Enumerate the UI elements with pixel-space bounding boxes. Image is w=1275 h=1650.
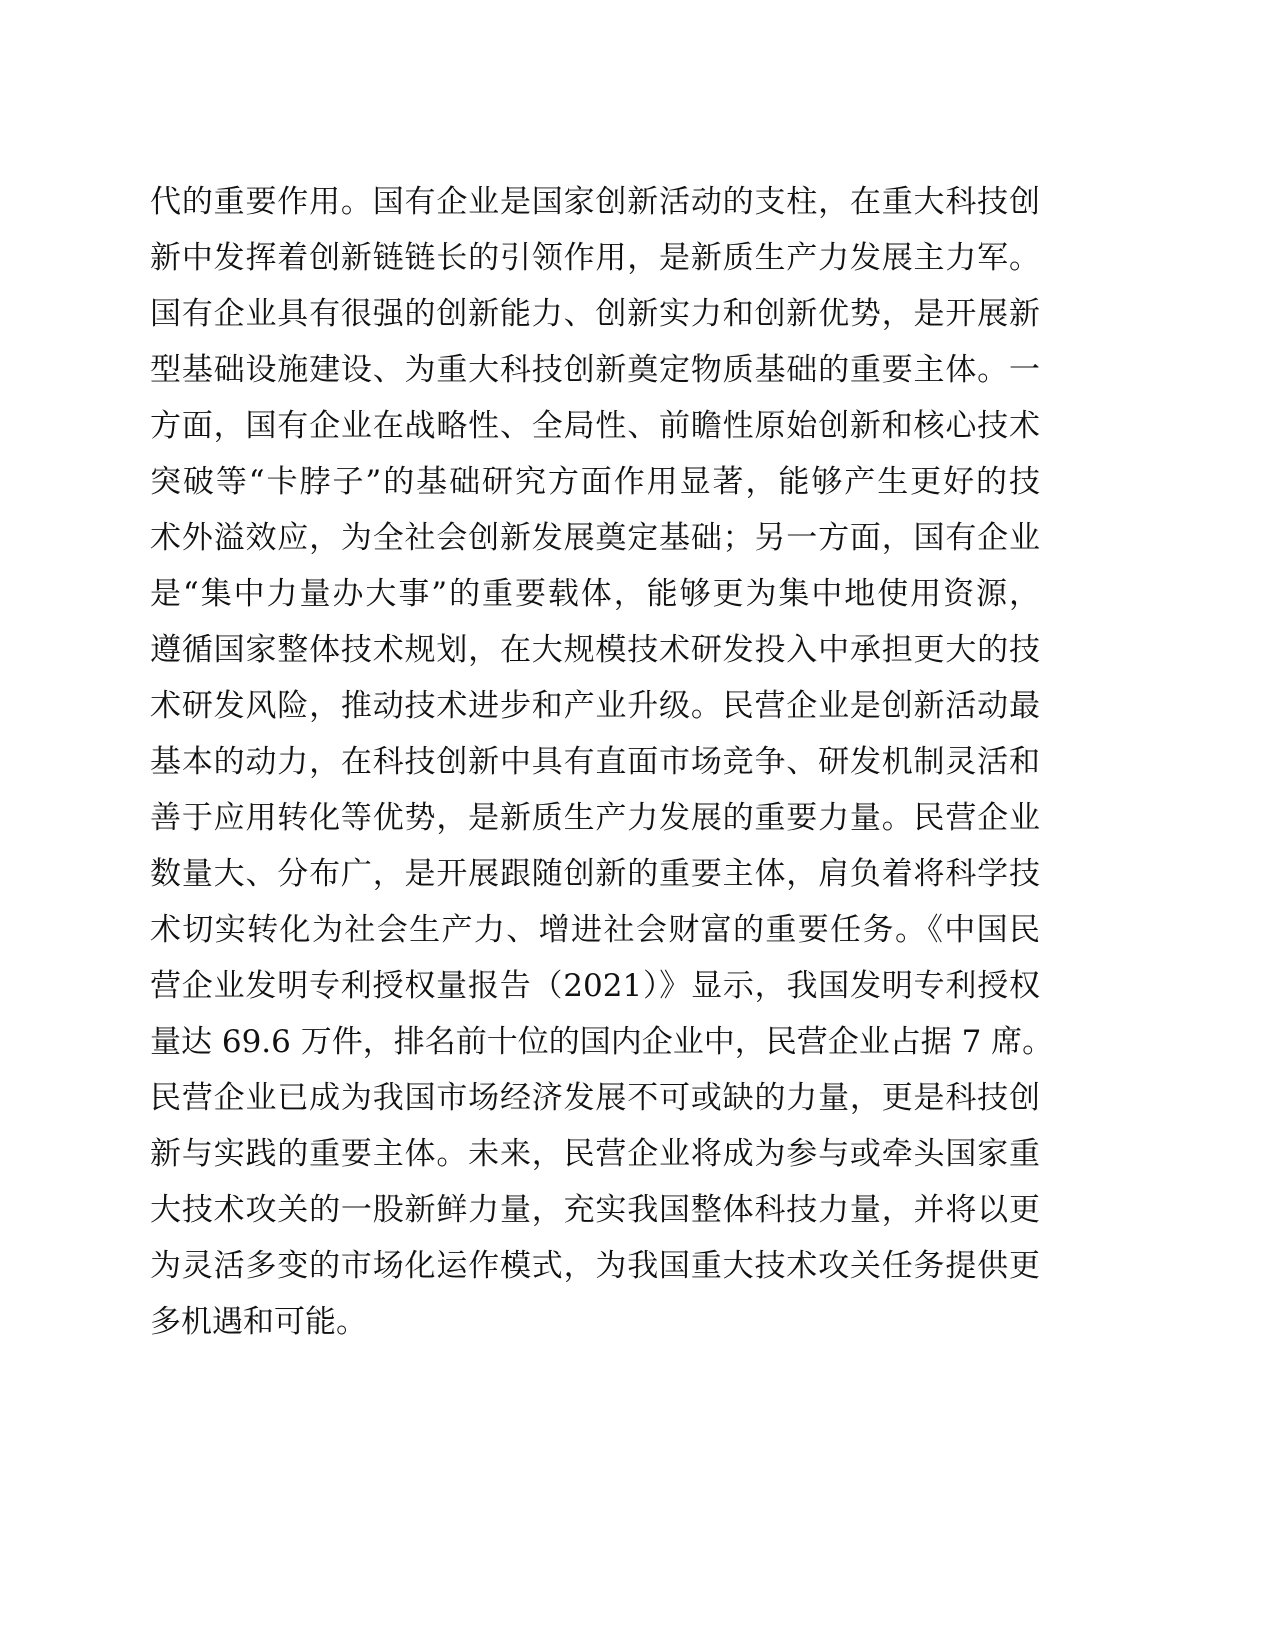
text-line-11: 基本的动力，在科技创新中具有直面市场竞争、研发机制灵活和 xyxy=(150,744,1040,780)
text-line-6: 突破等“卡脖子”的基础研究方面作用显著，能够产生更好的技 xyxy=(150,464,1040,500)
text-line-7: 术外溢效应，为全社会创新发展奠定基础；另一方面，国有企业 xyxy=(150,520,1040,556)
text-line-19: 大技术攻关的一股新鲜力量，充实我国整体科技力量，并将以更 xyxy=(150,1192,1040,1228)
body-paragraph xyxy=(150,174,1054,1350)
text-line-15: 营企业发明专利授权量报告（2021）》显示，我国发明专利授权 xyxy=(150,968,1040,1004)
text-line-16: 量达 69.6 万件，排名前十位的国内企业中，民营企业占据 7 席。 xyxy=(150,1024,1054,1060)
text-line-13: 数量大、分布广，是开展跟随创新的重要主体，肩负着将科学技 xyxy=(150,856,1040,892)
text-line-10: 术研发风险，推动技术进步和产业升级。民营企业是创新活动最 xyxy=(150,688,1040,724)
text-line-14: 术切实转化为社会生产力、增进社会财富的重要任务。《中国民 xyxy=(150,912,1040,948)
text-line-2: 新中发挥着创新链链长的引领作用，是新质生产力发展主力军。 xyxy=(150,240,1040,276)
text-line-8: 是“集中力量办大事”的重要载体，能够更为集中地使用资源， xyxy=(150,576,1040,612)
text-line-12: 善于应用转化等优势，是新质生产力发展的重要力量。民营企业 xyxy=(150,800,1040,836)
text-line-20: 为灵活多变的市场化运作模式，为我国重大技术攻关任务提供更 xyxy=(150,1248,1040,1284)
text-line-3: 国有企业具有很强的创新能力、创新实力和创新优势，是开展新 xyxy=(150,296,1040,332)
text-line-9: 遵循国家整体技术规划，在大规模技术研发投入中承担更大的技 xyxy=(150,632,1040,668)
text-line-1: 代的重要作用。国有企业是国家创新活动的支柱，在重大科技创 xyxy=(150,184,1040,220)
text-line-5: 方面，国有企业在战略性、全局性、前瞻性原始创新和核心技术 xyxy=(150,408,1040,444)
text-line-21: 多机遇和可能。 xyxy=(150,1304,367,1340)
text-line-17: 民营企业已成为我国市场经济发展不可或缺的力量，更是科技创 xyxy=(150,1080,1040,1116)
text-line-4: 型基础设施建设、为重大科技创新奠定物质基础的重要主体。一 xyxy=(150,352,1040,388)
text-line-18: 新与实践的重要主体。未来，民营企业将成为参与或牵头国家重 xyxy=(150,1136,1040,1172)
